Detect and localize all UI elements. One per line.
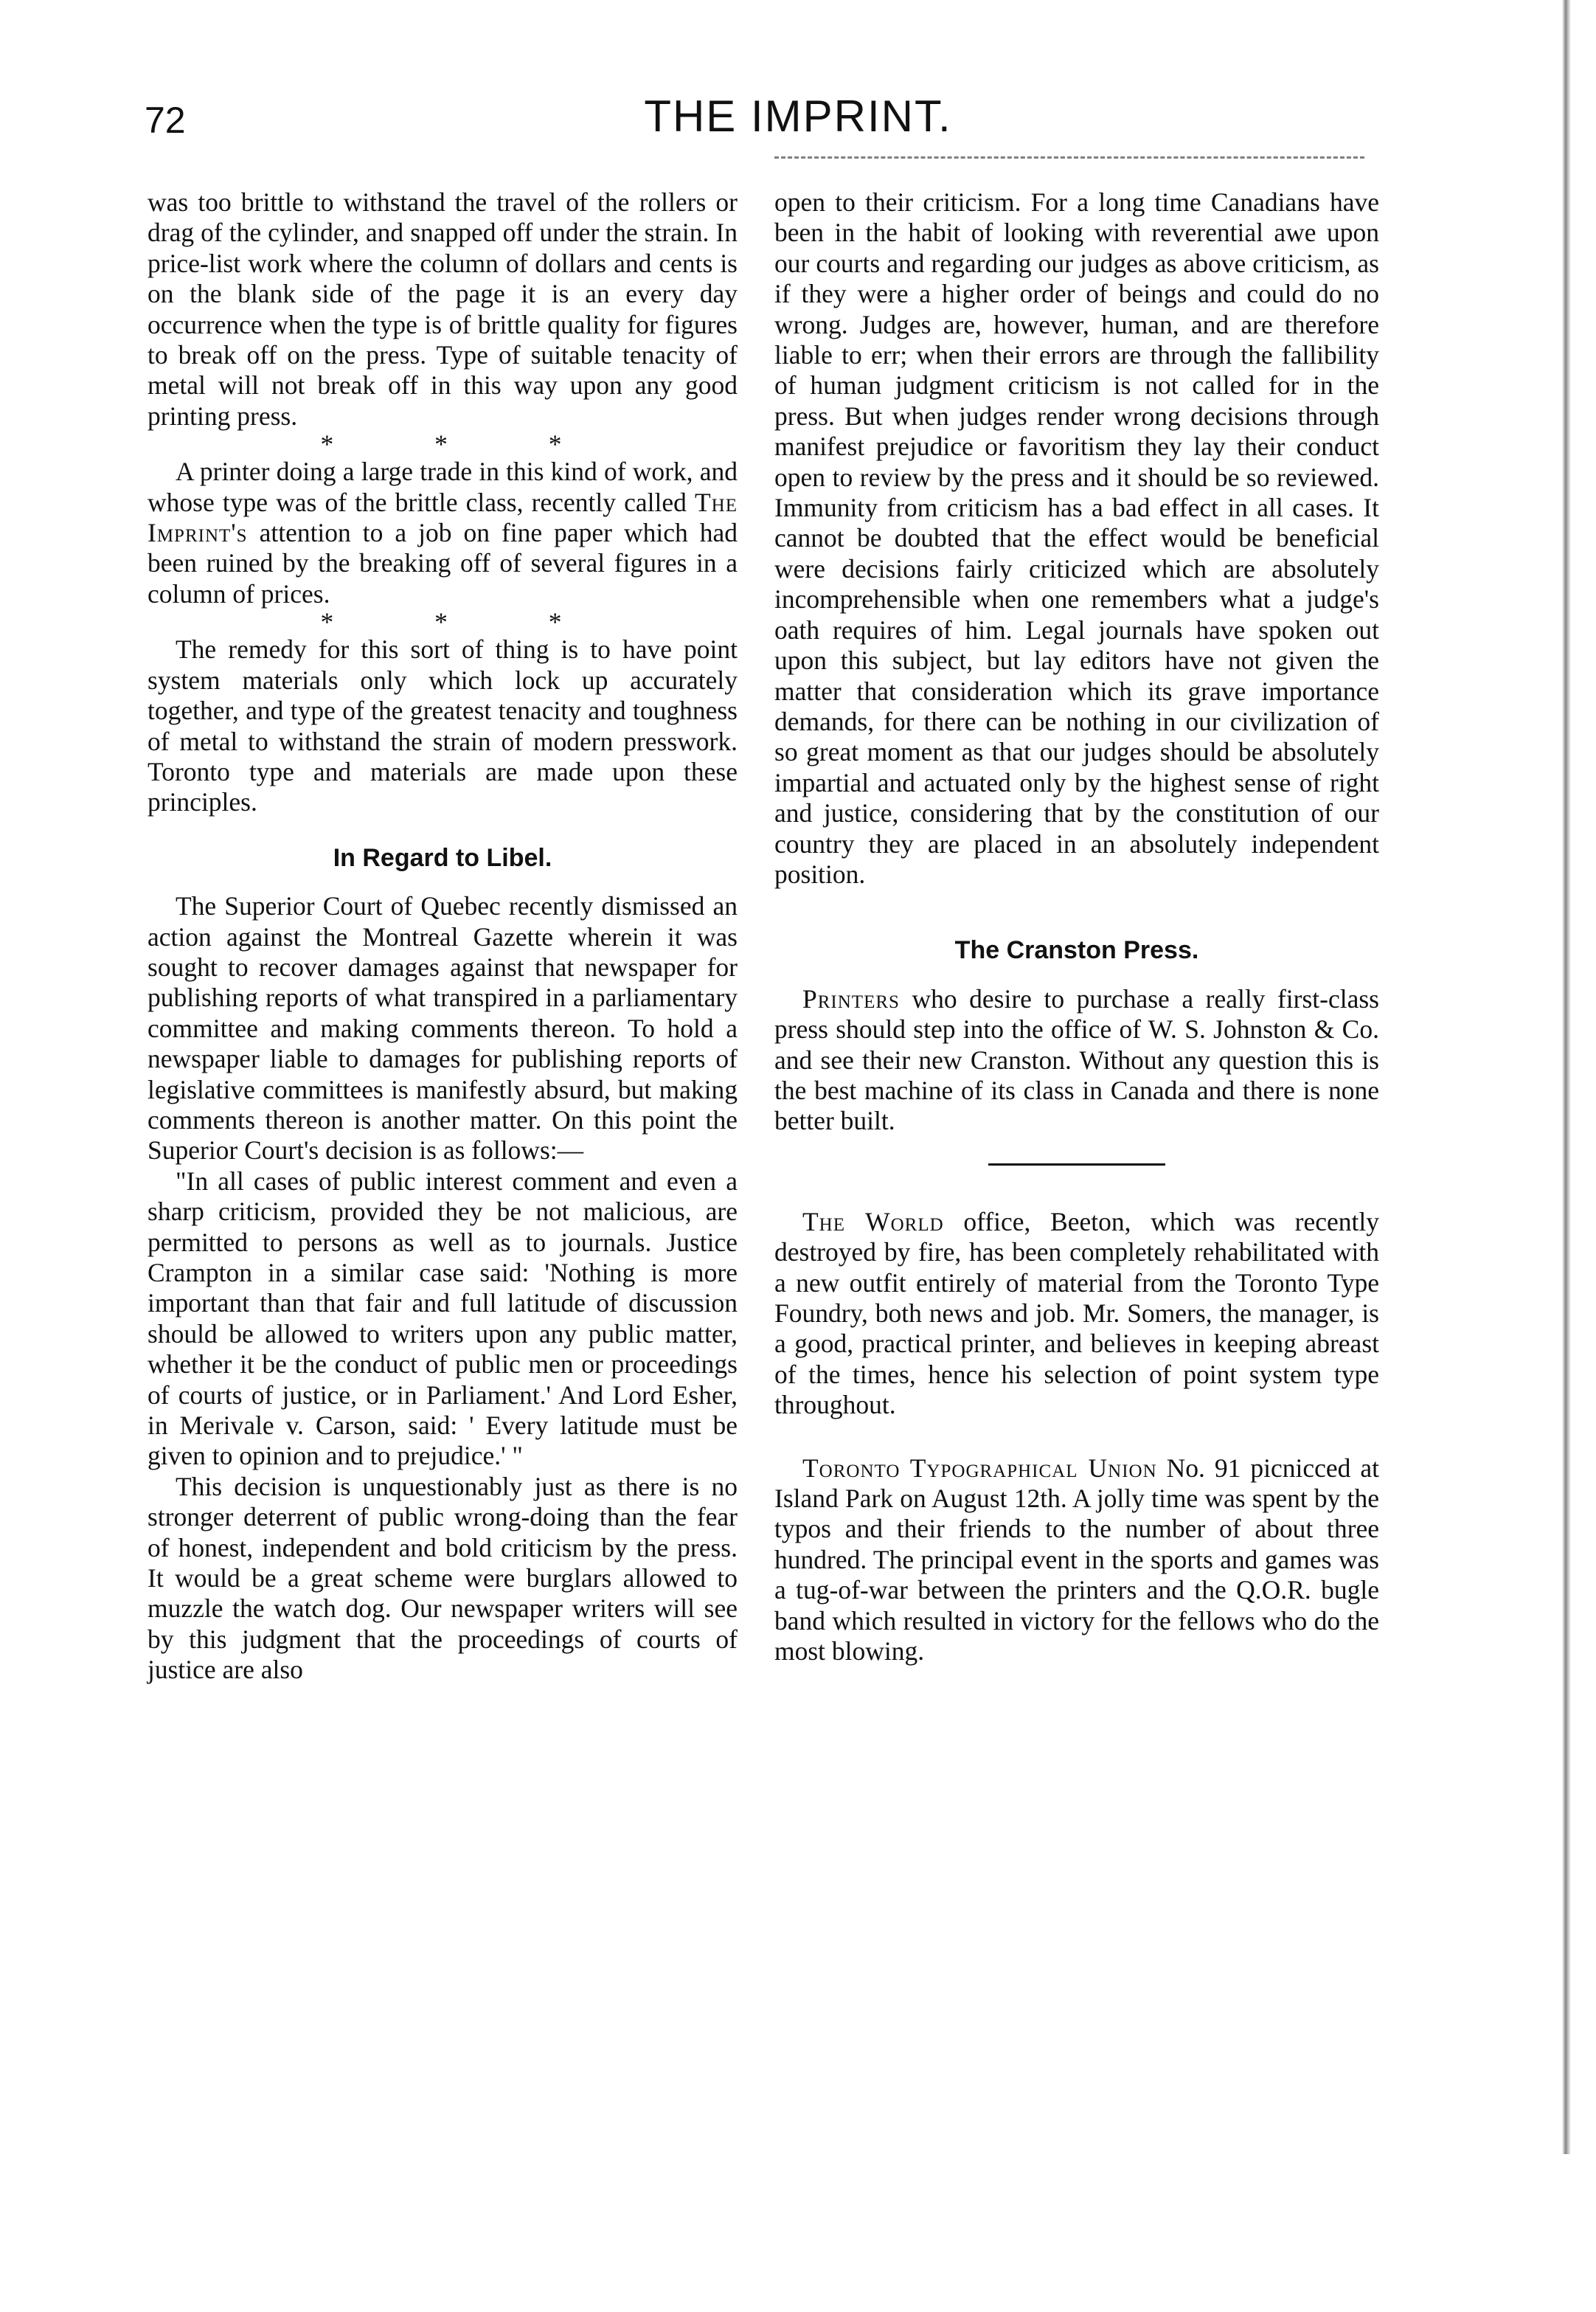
libel-heading: In Regard to Libel. <box>333 843 552 872</box>
left-paragraph-4: The Superior Court of Quebec recently dismissed an action against the Montreal Gazette wherein it was sought to recover damages against that newspaper for publishing reports of what transpired in a parliamentary committee and making comments thereon. To hold a newspaper liable to damages for publishing reports of legislative committees is manifestly absurd, but making comments thereon is another matter. On this point the Superior Court's decision is as follows:— <box>148 891 738 1166</box>
divider-rule <box>988 1163 1165 1166</box>
left-paragraph-2 <box>148 457 738 609</box>
binding-edge <box>1562 0 1571 2154</box>
header-rule <box>774 156 1364 159</box>
section-break-stars: * * * <box>320 607 609 637</box>
left-paragraph-1: was too brittle to withstand the travel of the rollers or drag of the cylinder, and snapped off under the strain. In price-list work where the column of dollars and cents is on the blank side of the page it is an every day occurrence when the type is of brittle quality for figures to break off on the press. Type of suitable tenacity of metal will not break off in this way upon any good printing press. <box>148 187 738 431</box>
left-paragraph-3: The remedy for this sort of thing is to have point system materials only which lock up accurately together, and type of the greatest tenacity and toughness of metal to withstand the strain of modern presswork. Toronto type and materials are made upon these principles. <box>148 634 738 817</box>
paragraph-2-text-b: attention to a job on fine paper which had been ruined by the breaking off of several figures in a column of prices. <box>148 518 738 609</box>
left-paragraph-5: "In all cases of public interest comment and even a sharp criticism, provided they be not malicious, are permitted to persons as well as to journals. Justice Crampton in a similar case said: 'Nothing is more important than that fair and full latitude of discussion should be allowed to writers upon any public matter, whether it be the conduct of public men or proceedings of courts of justice, or in Parliament.' And Lord Esher, in Merivale v. Carson, said: ' Every latitude must be given to opinion and to prejudice.' " <box>148 1166 738 1471</box>
cranston-heading: The Cranston Press. <box>954 936 1199 965</box>
left-paragraph-6: This decision is unquestionably just as there is no stronger deterrent of public wrong-doing than the fear of honest, independent and bold criticism by the press. It would be a great scheme were burglars allowed to muzzle the watch dog. Our newspaper writers will see by this judgment that the proceedings of courts of justice are also <box>148 1471 738 1685</box>
page-number: 72 <box>145 100 186 141</box>
right-paragraph-3 <box>774 1207 1379 1421</box>
right-paragraph-1: open to their criticism. For a long time Canadians have been in the habit of looking with reverential awe upon our courts and regarding our judges as above criticism, as if they were a higher order of beings and could do no wrong. Judges are, however, human, and are therefore liable to err; when their errors are through the fallibility of human judgment criticism is not called for in the press. But when judges render wrong decisions through manifest prejudice or favoritism they lay their conduct open to review by the press and it should be so reviewed. Immunity from criticism has a bad effect in all cases. It cannot be doubted that the effect would be beneficial were decisions fairly criticized which are absolutely incomprehensible when one remembers what a judge's oath requires of him. Legal journals have spoken out upon this subject, but lay editors have not given the matter that consideration which its grave importance demands, for there can be nothing in our civilization of so great moment as that our judges should be absolutely impartial and actuated only by the highest sense of right and justice, considering that by the constitution of our country they are placed in an absolutely independent position. <box>774 187 1379 889</box>
world-lead: The World <box>802 1206 944 1236</box>
right-column <box>774 187 1379 1666</box>
running-title: THE IMPRINT. <box>644 91 952 141</box>
imprint-name: The Imprint's <box>148 487 738 548</box>
union-text: No. 91 picnicced at Island Park on August 12th. A jolly time was spent by the typos and their friends to the number of about three hundred. The principal event in the sports and games was a tug-of-war between the printers and the Q.O.R. bugle band which resulted in victory for the fellows who do the most blowing. <box>774 1453 1379 1666</box>
union-lead: Toronto Typographical Union <box>802 1453 1157 1483</box>
paragraph-2-text-a: A printer doing a large trade in this kind of work, and whose type was of the brittle class, recently called <box>148 457 738 517</box>
world-text: office, Beeton, which was recently destroyed by fire, has been completely rehabilitated with a new outfit entirely of material from the Toronto Type Foundry, both news and job. Mr. Somers, the manager, is a good, practical printer, and believes in keeping abreast of the times, hence his selection of point system type throughout. <box>774 1206 1379 1420</box>
printers-lead: Printers <box>802 983 900 1014</box>
left-column <box>148 187 738 1686</box>
right-paragraph-2 <box>774 984 1379 1137</box>
spacer <box>774 1421 1379 1453</box>
cranston-text: who desire to purchase a really first-class press should step into the office of W. S. Johnston & Co. and see their new Cranston. Without any question this is the best machine of its class in Canada and there is none better built. <box>774 983 1379 1136</box>
section-break-stars: * * * <box>320 429 609 460</box>
right-paragraph-4 <box>774 1453 1379 1667</box>
